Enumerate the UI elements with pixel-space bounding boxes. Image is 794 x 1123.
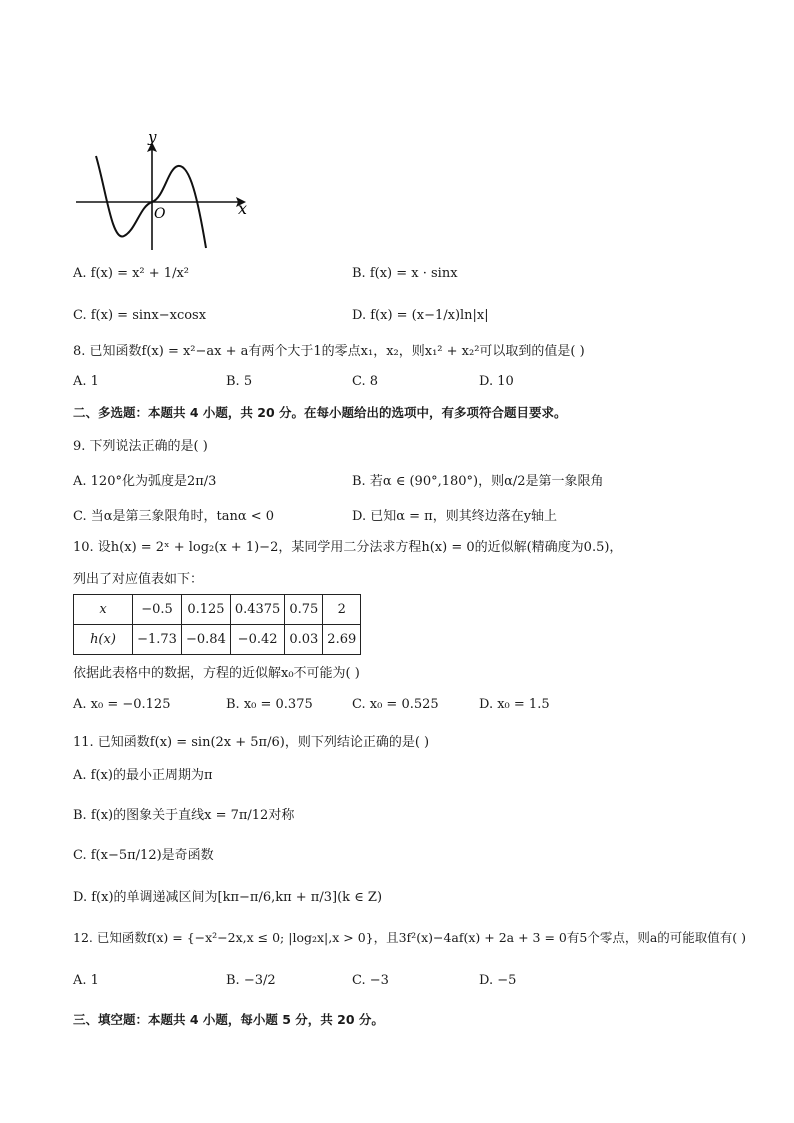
q7-option-a: A. f(x) = x² + 1/x² xyxy=(73,266,189,281)
q9-stem: 9. 下列说法正确的是( ) xyxy=(73,439,208,454)
section-2-heading: 二、多选题：本题共 4 小题，共 20 分。在每小题给出的选项中，有多项符合题目要求。 xyxy=(73,405,567,420)
q11-option-a: A. f(x)的最小正周期为π xyxy=(73,768,213,783)
table-cell: 0.75 xyxy=(285,595,323,625)
table-cell: 0.4375 xyxy=(230,595,285,625)
q12-option-d: D. −5 xyxy=(479,973,517,988)
q10-option-d: D. x₀ = 1.5 xyxy=(479,697,550,712)
table-cell: 0.125 xyxy=(182,595,231,625)
q8-option-b: B. 5 xyxy=(226,374,253,389)
table-cell: −0.5 xyxy=(133,595,182,625)
section-3-heading: 三、填空题：本题共 4 小题，每小题 5 分，共 20 分。 xyxy=(73,1012,384,1027)
table-cell: −1.73 xyxy=(133,625,182,655)
table-header-cell: h(x) xyxy=(74,625,133,655)
q10-option-a: A. x₀ = −0.125 xyxy=(73,697,171,712)
q9-option-b: B. 若α ∈ (90°,180°)，则α/2是第一象限角 xyxy=(352,474,604,489)
q11-option-c: C. f(x−5π/12)是奇函数 xyxy=(73,848,214,863)
q12-option-b: B. −3/2 xyxy=(226,973,276,988)
value-table xyxy=(73,594,361,655)
q10-stem-2: 列出了对应值表如下： xyxy=(73,572,204,587)
table-row xyxy=(74,595,361,625)
table-row xyxy=(74,625,361,655)
q9-option-a: A. 120°化为弧度是2π/3 xyxy=(73,474,217,489)
q12-stem: 12. 已知函数f(x) = {−x²−2x,x ≤ 0; |log₂x|,x > 0}，且3f²(x)−4af(x) + 2a + 3 = 0有5个零点，则a的可能取值有( ) xyxy=(73,930,747,945)
q7-option-b: B. f(x) = x · sinx xyxy=(352,266,458,281)
table-cell: 2 xyxy=(323,595,361,625)
q7-option-d: D. f(x) = (x−1/x)ln|x| xyxy=(352,308,489,323)
origin-label: O xyxy=(154,206,166,222)
q10-stem: 10. 设h(x) = 2ˣ + log₂(x + 1)−2，某同学用二分法求方程h(x) = 0的近似解(精确度为0.5)， xyxy=(73,540,623,555)
q12-option-c: C. −3 xyxy=(352,973,389,988)
table-cell: 2.69 xyxy=(323,625,361,655)
q7-option-c: C. f(x) = sinx−xcosx xyxy=(73,308,207,323)
table-cell: 0.03 xyxy=(285,625,323,655)
q8-option-a: A. 1 xyxy=(73,374,99,389)
q11-option-b: B. f(x)的图象关于直线x = 7π/12对称 xyxy=(73,808,295,823)
q10-stem-3: 依据此表格中的数据，方程的近似解x₀不可能为( ) xyxy=(73,666,360,681)
table-cell: −0.84 xyxy=(182,625,231,655)
q8-option-d: D. 10 xyxy=(479,374,514,389)
table-header-cell: x xyxy=(74,595,133,625)
q8-stem: 8. 已知函数f(x) = x²−ax + a有两个大于1的零点x₁，x₂，则x₁² + x₂²可以取到的值是( ) xyxy=(73,344,585,359)
q9-option-d: D. 已知α = π，则其终边落在y轴上 xyxy=(352,509,558,524)
q11-option-d: D. f(x)的单调递减区间为[kπ−π/6,kπ + π/3](k ∈ Z) xyxy=(73,890,383,905)
q8-option-c: C. 8 xyxy=(352,374,379,389)
table-cell: −0.42 xyxy=(230,625,285,655)
x-axis-label: x xyxy=(238,199,248,218)
q9-option-c: C. 当α是第三象限角时，tanα < 0 xyxy=(73,509,275,524)
q11-stem: 11. 已知函数f(x) = sin(2x + 5π/6)，则下列结论正确的是( ) xyxy=(73,735,430,750)
y-axis-label: y xyxy=(148,130,157,146)
q10-option-c: C. x₀ = 0.525 xyxy=(352,697,439,712)
function-graph xyxy=(74,130,254,252)
q12-option-a: A. 1 xyxy=(73,973,99,988)
q10-option-b: B. x₀ = 0.375 xyxy=(226,697,313,712)
